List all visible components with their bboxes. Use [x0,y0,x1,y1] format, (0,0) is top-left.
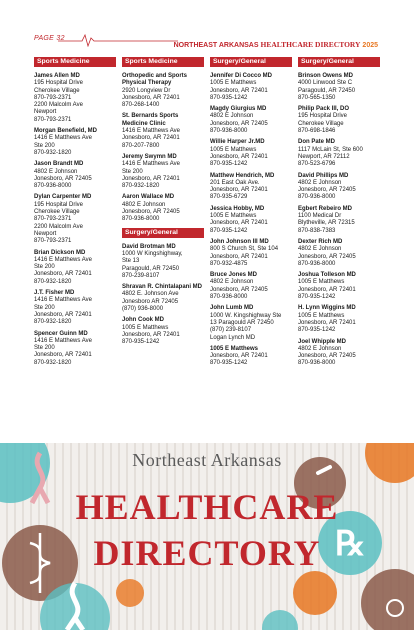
entry-name: 1005 E Matthews [210,345,259,352]
directory-entry [34,331,116,367]
entry-name: Aaron Wallace MD [122,194,175,201]
entry-name: Dexter Rich MD [298,238,343,245]
directory-entry [210,272,292,301]
entry-name: Magdy Giurgius MD [210,106,267,113]
header-title-prefix: NORTHEAST ARKANSAS [173,42,259,49]
directory-entry [298,73,380,102]
banner-title-line1: HEALTHCARE [75,487,339,527]
rx-symbol-icon: ℞ [335,526,366,563]
directory-column [34,57,116,371]
entry-detail-line: 1000 W Kingshighway, [122,250,183,257]
entry-detail-line: Jonesboro, AR 72401 [298,286,356,293]
entry-detail-line: 870-793-2371 [34,238,72,245]
entry-detail-line: 870-935-1242 [210,227,248,234]
entry-detail-line: 870-936-8000 [34,183,72,190]
entry-detail-line: Cherokee Village [34,87,80,94]
directory-entry [210,106,292,135]
directory-entry [298,106,380,135]
entry-detail-line: 870-523-6796 [298,161,336,168]
entry-detail-line: 870-936-8000 [210,128,248,135]
entry-detail-line: Jonesboro, AR 72405 [210,286,268,293]
entry-detail-line: Jonesboro, AR 72405 [122,209,180,216]
entry-detail-line: Jonesboro, AR 72405 [298,253,356,260]
directory-entry [298,272,380,301]
entry-detail-line: Paragould, AR 72450 [298,87,356,94]
directory-column [122,57,204,351]
directory-column [298,57,380,372]
section-heading: Sports Medicine [34,57,116,67]
entry-detail-line: Ste 200 [34,304,55,311]
entry-detail-line: 4802 E Johnson [298,246,342,253]
entry-detail-line: Cherokee Village [298,120,344,127]
entry-detail-line: 1005 E Matthews [210,146,257,153]
banner-title-line2: DIRECTORY [93,533,321,573]
directory-entry [298,339,380,368]
entry-detail-line: Newport, AR 72112 [298,153,350,160]
entry-detail-line: 4802 E. Johnson Ave [122,291,179,298]
entry-detail-line: Newport [34,109,57,116]
entry-detail-line: 4802 E Johnson [210,279,254,286]
directory-entry [122,317,204,346]
orange-circle [293,571,337,615]
brown-circle [361,569,414,630]
entry-detail-line: 1000 W. Kingshighway Ste [210,312,282,319]
entry-name: Willie Harper Jr.MD [210,139,265,146]
banner-subtitle: Northeast Arkansas [132,450,282,470]
directory-column [210,57,292,372]
entry-detail-line: 201 East Oak Ave. [210,179,260,186]
entry-detail-line: Jonesboro, AR 72401 [210,153,268,160]
section-heading: Sports Medicine [122,57,204,67]
directory-entry [210,305,292,341]
entry-detail-line: 870-932-1820 [34,278,72,285]
entry-name: St. Bernards Sports Medicine Clinic [122,113,179,127]
entry-detail-line: 870-935-1242 [210,360,248,367]
directory-entry [210,73,292,102]
entry-name: John Cook MD [122,317,164,324]
entry-detail-line: 195 Hospital Drive [298,113,348,120]
entry-detail-line: 2200 Malcolm Ave [34,223,83,230]
entry-detail-line: Jonesboro, AR 72401 [210,253,268,260]
entry-name: Spencer Guinn MD [34,330,88,337]
entry-detail-line: Jonesboro, AR 72405 [34,175,92,182]
entry-name: Bruce Jones MD [210,272,258,279]
entry-detail-line: Newport [34,230,57,237]
entry-name: David Phillips MD [298,172,349,179]
entry-detail-line: 870-239-8107 [122,272,160,279]
entry-detail-line: Jonesboro, AR 72401 [210,220,268,227]
directory-entry [122,194,204,223]
directory-listing [34,57,380,442]
directory-entry [210,173,292,202]
entry-detail-line: 870-838-7383 [298,227,336,234]
entry-detail-line: Jonesboro, AR 72405 [210,120,268,127]
entry-detail-line: 195 Hospital Drive [34,80,84,87]
directory-entry [122,244,204,280]
entry-detail-line: 870-565-1350 [298,94,336,101]
entry-detail-line: Ste 13 [122,258,140,265]
entry-name: John Johnson III MD [210,238,269,245]
entry-detail-line: 800 S Church St, Ste 104 [210,246,279,253]
entry-detail-line: 4802 E Johnson [34,168,78,175]
entry-detail-line: 870-936-8000 [122,216,160,223]
entry-name: David Brotman MD [122,243,176,250]
section-heading: Surgery/General [210,57,292,67]
entry-name: Jeremy Swymn MD [122,153,177,160]
directory-entry [298,139,380,168]
entry-detail-line: 2920 Longview Dr [122,87,171,94]
entry-detail-line: 1416 E Matthews Ave [34,337,92,344]
entry-detail-line: Jonesboro, AR 72401 [122,94,180,101]
entry-detail-line: Ste 200 [34,264,55,271]
entry-detail-line: Blytheville, AR 72315 [298,220,355,227]
directory-entry [34,250,116,286]
entry-name: Jason Brandt MD [34,161,84,168]
entry-name: Joshua Tolleson MD [298,272,356,279]
directory-entry [34,290,116,326]
entry-detail-line: 870-932-1820 [34,319,72,326]
entry-detail-line: 1100 Medical Dr [298,213,342,220]
entry-name: Orthopedic and Sports Physical Therapy [122,73,188,87]
entry-detail-line: 870-936-8000 [298,360,336,367]
entry-detail-line: Jonesboro, AR 72401 [34,311,92,318]
entry-detail-line: 870-698-1846 [298,128,336,135]
entry-detail-line: Jonesboro, AR 72401 [122,135,180,142]
entry-detail-line: 1416 E Matthews Ave [34,297,92,304]
entry-detail-line: 870-932-4875 [210,260,248,267]
entry-detail-line: 1416 E Matthews Ave [122,128,180,135]
entry-detail-line: 870-935-1242 [298,294,336,301]
entry-detail-line: 870-932-1820 [34,359,72,366]
header-title-main: HEALTHCARE DIRECTORY [260,40,361,49]
entry-detail-line: 870-932-1820 [122,183,160,190]
entry-detail-line: 4802 E Johnson [298,179,342,186]
entry-detail-line: 1005 E Matthews [298,312,345,319]
teal-circle [262,610,298,630]
entry-name: Egbert Rebeiro MD [298,205,353,212]
directory-entry [34,128,116,157]
directory-entry [210,239,292,268]
directory-entry [34,194,116,245]
entry-detail-line: Jonesboro, AR 72401 [210,87,268,94]
entry-detail-line: Jonesboro, AR 72401 [122,331,180,338]
entry-name: Morgan Benefield, MD [34,128,98,135]
entry-detail-line: Ste 200 [34,142,55,149]
entry-detail-line: Jonesboro, AR 72401 [122,175,180,182]
directory-entry [122,113,204,149]
entry-detail-line: 4000 Linwood Ste C [298,80,353,87]
entry-detail-line: 870-936-8000 [210,294,248,301]
entry-detail-line: 1416 E Matthews Ave [122,161,180,168]
entry-detail-line: 870-793-2371 [34,94,72,101]
entry-detail-line: 1416 E Matthews Ave [34,256,92,263]
entry-detail-line: 870-935-1242 [210,94,248,101]
entry-detail-line: 4802 E Johnson [122,201,166,208]
directory-entry [298,305,380,334]
entry-detail-line: Jonesboro, AR 72401 [210,353,268,360]
entry-detail-line: 1117 McLain St, Ste 600 [298,146,363,153]
entry-detail-line: 870-935-6729 [210,194,248,201]
directory-entry [298,206,380,235]
entry-detail-line: Jonesboro, AR 72405 [298,187,356,194]
entry-name: James Allen MD [34,73,80,79]
entry-detail-line: 870-935-1242 [298,327,336,334]
entry-name: John Lumb MD [210,305,254,312]
directory-entry [210,139,292,168]
entry-detail-line: 870-268-1400 [122,102,160,109]
entry-name: J.T. Fisher MD [34,290,75,297]
entry-detail-line: 1005 E Matthews [298,279,345,286]
header-year: 2025 [362,42,378,49]
entry-name: Joel Whipple MD [298,338,346,345]
section-heading: Surgery/General [298,57,380,67]
entry-name: H. Lynn Wiggins MD [298,305,356,312]
entry-detail-line: Ste 200 [122,168,143,175]
entry-detail-line: 1005 E Matthews [210,80,257,87]
entry-detail-line: 1416 E Matthews Ave [34,135,92,142]
entry-name: Matthew Hendrich, MD [210,172,275,179]
entry-name: Jessica Hobby, MD [210,205,265,212]
entry-detail-line: 870-935-1242 [122,339,160,346]
directory-entry [210,346,292,368]
entry-detail-line: Jonesboro, AR 72405 [298,353,356,360]
entry-detail-line: 870-932-1820 [34,149,72,156]
entry-detail-line: (870) 936-8000 [122,306,164,313]
entry-detail-line: 1005 E Matthews [122,324,169,331]
directory-entry [298,239,380,268]
directory-entry [122,154,204,190]
entry-detail-line: 4802 E Johnson [210,113,254,120]
entry-detail-line: 13 Paragould AR 72450 [210,319,274,326]
directory-entry [34,161,116,190]
directory-entry [122,73,204,109]
entry-detail-line: Jonesboro, AR 72401 [34,271,92,278]
entry-detail-line: Jonesboro, AR 72401 [34,352,92,359]
entry-detail-line: 1005 E Matthews [210,213,257,220]
entry-name: Philip Pack III, DO [298,106,350,113]
directory-entry [298,173,380,202]
entry-detail-line: 870-935-1242 [210,161,248,168]
directory-header-title [174,40,378,49]
entry-detail-line: 4802 E Johnson [298,345,342,352]
orange-circle [116,579,144,607]
entry-detail-line: Cherokee Village [34,209,80,216]
entry-detail-line: 870-793-2371 [34,116,72,123]
directory-entry [34,73,116,124]
entry-detail-line: 2200 Malcolm Ave [34,102,83,109]
entry-detail-line: 870-936-8000 [298,260,336,267]
heartbeat-line-icon [58,33,178,47]
entry-name: Dylan Carpenter MD [34,194,92,201]
entry-name: Brian Dickson MD [34,249,86,256]
page-number: PAGE 32 [34,35,65,42]
entry-name: Jennifer Di Cocco MD [210,73,273,79]
entry-detail-line: 870-207-7800 [122,142,160,149]
entry-detail-line: (870) 239-8107 [210,327,252,334]
entry-detail-line: 195 Hospital Drive [34,201,84,208]
entry-name: Brinson Owens MD [298,73,354,79]
page-header [0,0,414,50]
entry-detail-line: Jonesboro, AR 72401 [210,187,268,194]
directory-entry [122,284,204,313]
entry-name: Don Pate MD [298,139,336,146]
section-heading: Surgery/General [122,228,204,238]
entry-detail-line: Ste 200 [34,345,55,352]
entry-detail-line: Jonesboro, AR 72401 [298,319,356,326]
entry-detail-line: 870-936-8000 [298,194,336,201]
entry-detail-line: Logan Lynch MD [210,334,256,341]
entry-detail-line: 870-793-2371 [34,216,72,223]
entry-detail-line: Jonesboro AR 72405 [122,298,179,305]
directory-entry [210,206,292,235]
entry-detail-line: Paragould, AR 72450 [122,265,180,272]
entry-name: Shravan R. Chintalapani MD [122,284,203,291]
